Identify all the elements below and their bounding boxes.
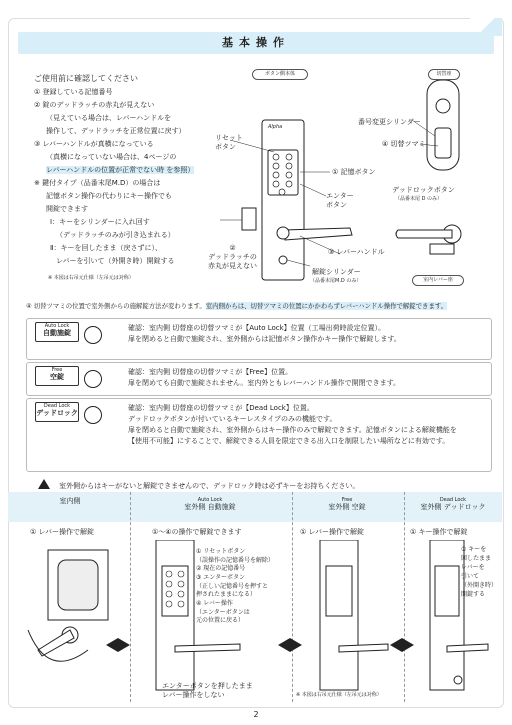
auto-step-item: ④ レバー操作 <box>196 600 233 607</box>
auto-step-item: （エンターボタンは <box>196 609 250 616</box>
column-header-en: Dead Lock <box>439 497 467 503</box>
mode-line: 確認：室内側 切替座の切替ツマミが【Free】位置。 <box>128 368 293 376</box>
label-cylinder-note: （品番末尾M.D のみ） <box>310 278 362 284</box>
column-header <box>292 497 402 521</box>
column-header <box>130 497 290 521</box>
label-knob-side: 切替座 <box>428 69 460 80</box>
mode-tag-jp: 自動施錠 <box>43 329 71 337</box>
label-reset-button: リセット ボタン <box>215 134 243 151</box>
switch-knob-icon <box>84 326 102 344</box>
intro-item-text: ③ レバーハンドルが真横になっている <box>34 140 154 148</box>
auto-step-item: （正しい記憶番号を押すと <box>196 583 269 590</box>
switch-knob-icon <box>84 406 102 424</box>
mode-intro: ④ 切替ツマミの位置で室外側からの施解錠方法が変わります。室内側からは、切替ツマミの位置にかかわらずレバーハンドル操作で解錠できます。 <box>26 302 448 310</box>
intro-item-text: （見えている場合は、レバーハンドルを <box>46 114 172 122</box>
mode-tag <box>35 402 79 422</box>
column-header <box>10 497 130 521</box>
dead-step-item: ① キーを <box>461 546 487 553</box>
auto-step-item: ① リセットボタン <box>196 548 246 555</box>
intro-item-text: ※ 鍵付タイプ（品番末尾M.D）の場合は <box>34 179 161 187</box>
warning-icon <box>38 479 50 489</box>
mode-tag <box>35 322 79 342</box>
step-dead: ① キー操作で解錠 <box>410 528 468 536</box>
switch-knob-icon <box>84 370 102 388</box>
auto-step-item: 元の位置に戻る） <box>196 617 245 624</box>
label-brand: Alpha <box>268 124 283 130</box>
step-auto: ①〜④の操作で解錠できます <box>152 528 242 536</box>
column-header-en: Auto Lock <box>197 497 223 503</box>
dead-step-item: 回したまま <box>461 555 492 562</box>
column-header <box>404 497 502 521</box>
intro-item-text: レバーを引いて（外開き時）開錠する <box>56 257 175 265</box>
intro-item-text: 操作して、デッドラッチを正常位置に戻す） <box>46 127 186 135</box>
auto-step-item: （誤操作の記憶番号を解除） <box>196 557 275 564</box>
mode-tag <box>35 366 79 386</box>
mode-tag-en: Dead Lock <box>43 403 71 409</box>
intro-heading: ご使用前に確認してください <box>34 74 138 83</box>
dead-step-item: 引いて <box>461 573 480 580</box>
cylinder-icon <box>279 256 287 264</box>
mode-line: 扉を閉めても自動で施錠されません。室内外ともレバーハンドル操作で開閉できます。 <box>128 379 401 387</box>
auto-step-item: ② 現在の記憶番号 <box>196 565 246 572</box>
mode-line: 扉を閉めると自動で施錠され、室外側からは記憶ボタン操作かキー操作で解錠します。 <box>128 335 401 343</box>
auto-step-note: エンターボタンを押したまま レバー操作をしない <box>162 682 253 699</box>
column-header-jp: 室外側 デッドロック <box>420 503 486 511</box>
intro-item-text: 記憶ボタン操作の代わりにキー操作でも <box>46 192 172 200</box>
label-cylinder: 解錠シリンダー <box>312 268 361 276</box>
mode-tag-jp: デッドロック <box>36 409 78 417</box>
dead-step-item: レバーを <box>461 564 485 571</box>
label-deadlock-note: （品番末尾 D のみ） <box>395 196 443 202</box>
column-header-jp: 室外側 自動施錠 <box>184 503 236 511</box>
bottom-note: ※ 本図は右吊元仕様（左吊元は対称） <box>296 692 382 698</box>
mode-tag-en: Free <box>51 367 63 373</box>
intro-item-text: Ⅰ：キーをシリンダーに入れ回す <box>50 218 150 226</box>
intro-item-text: Ⅱ：キーを回したまま（戻さずに）、 <box>50 244 162 252</box>
mode-tag-jp: 空錠 <box>50 373 64 381</box>
auto-step-item: ③ エンターボタン <box>196 574 246 581</box>
intro-item-text: （真横になっていない場合は、4ページの <box>46 153 177 161</box>
label-deadlatch: ② デッドラッチの 赤丸が見えない <box>208 244 257 270</box>
auto-step-list <box>196 548 274 626</box>
mode-line: デッドロックボタンが付いているキーレスタイプのみの機能です。 <box>128 415 337 423</box>
label-deadlock-button: デッドロックボタン <box>392 186 455 194</box>
intro-item-text: （デッドラッチのみが引き込まれる） <box>56 231 175 239</box>
intro-item-text: 開錠できます <box>46 205 88 213</box>
mode-line: 確認：室内側 切替座の切替ツマミが【Dead Lock】位置。 <box>128 404 314 412</box>
intro-item-text: レバーハンドルの位置が正常でない時 を参照） <box>46 166 195 174</box>
step-free: ① レバー操作で解錠 <box>300 528 365 536</box>
warning-text: 室外側からはキーがないと解錠できませんので、デッドロック時は必ずキーをお持ちください。 <box>59 482 360 490</box>
page-title: 基本操作 <box>222 36 290 49</box>
label-indoor-lever: 室内レバー座 <box>412 275 464 286</box>
dead-step-item: （外開き時） <box>461 582 498 589</box>
label-change-cylinder: 番号変更シリンダー <box>358 118 421 126</box>
mode-line: 【使用不可能】にすることで、解錠できる人員を限定できる出入口を制限したい場所などに有効です。 <box>128 437 450 445</box>
intro-item-text: ① 登録している記憶番号 <box>34 88 113 96</box>
dead-step-item: 開錠する <box>461 591 486 598</box>
title-bar <box>18 32 494 54</box>
mode-tag-en: Auto Lock <box>44 323 70 329</box>
label-lever-handle: ③ レバーハンドル <box>328 248 385 256</box>
page-number: 2 <box>253 710 259 719</box>
label-switch-knob: ④ 切替ツマミ <box>382 140 426 148</box>
label-memory-button: ① 記憶ボタン <box>332 168 376 176</box>
intro-item-text: ② 錠のデッドラッチの赤丸が見えない <box>34 101 155 109</box>
label-enter-button: エンター ボタン <box>326 192 354 209</box>
mode-line: 扉を閉めると自動で施錠され、室外側からはキー操作のみで解錠できます。記憶ボタンによる解錠機能を <box>128 426 457 434</box>
dead-step-list <box>461 545 497 599</box>
intro-note: ※ 本図は右吊元仕様（左吊元は対称） <box>48 275 134 281</box>
mode-line: 確認：室内側 切替座の切替ツマミが【Auto Lock】位置（工場出荷時設定位置）。 <box>128 324 386 332</box>
auto-step-item: 押されたままになる） <box>196 591 257 598</box>
keypad <box>268 150 298 195</box>
column-header-jp: 室外側 空錠 <box>328 503 366 511</box>
lever-handle <box>283 228 352 240</box>
column-header-en: Free <box>341 497 353 503</box>
warning-row <box>38 473 498 490</box>
column-header-jp: 室内側 <box>59 497 81 505</box>
label-button-side: ボタン側本体 <box>252 69 308 80</box>
step-indoor: ① レバー操作で解錠 <box>30 528 95 536</box>
